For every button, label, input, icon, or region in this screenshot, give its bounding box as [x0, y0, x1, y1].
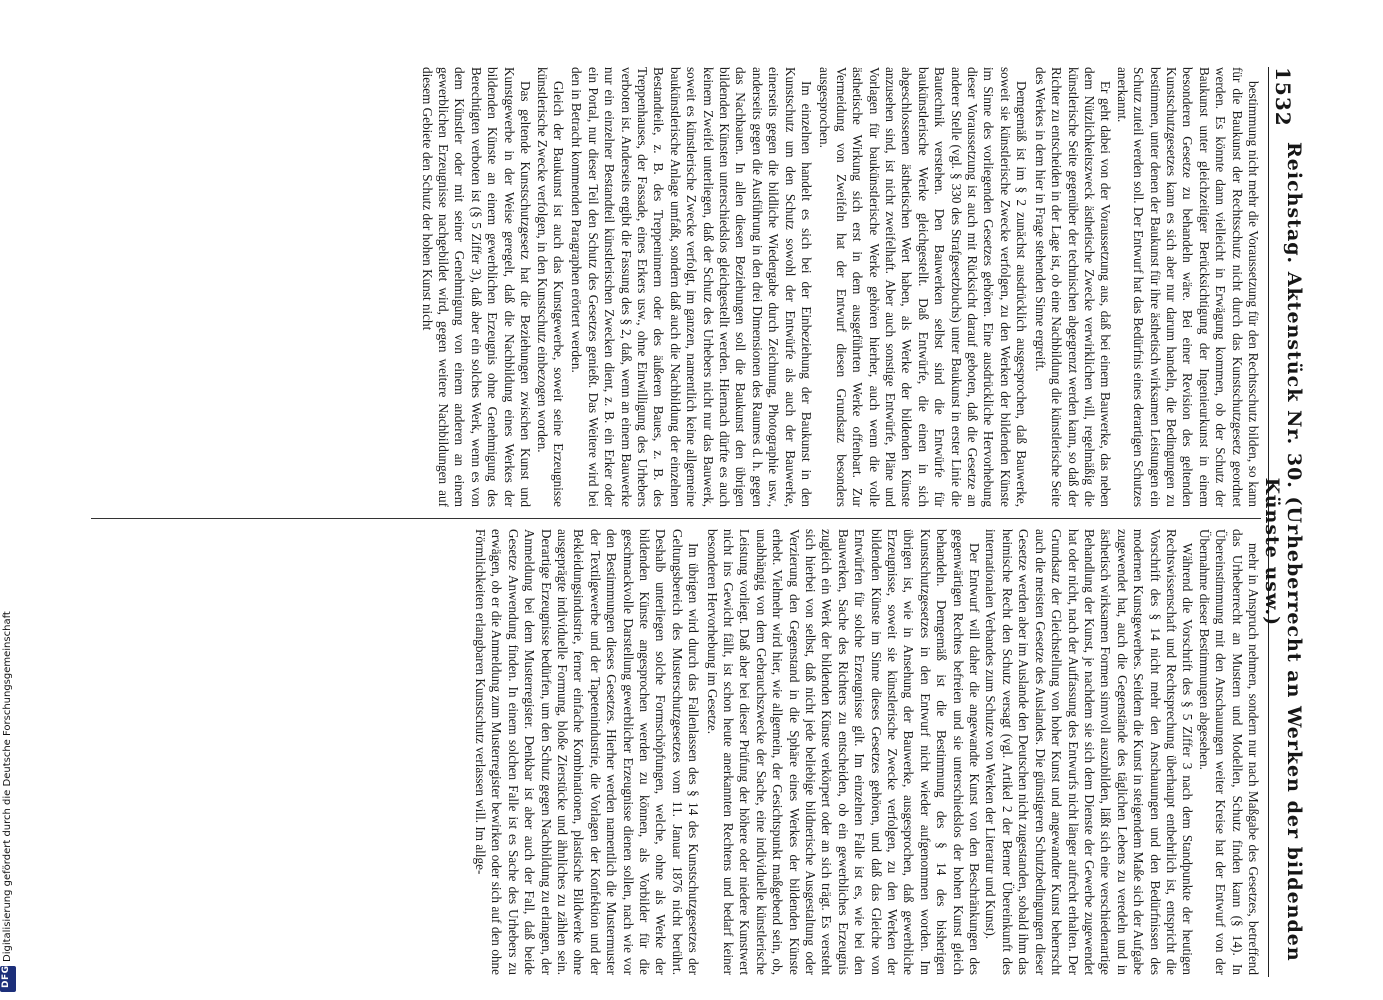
paragraph: Demgemäß ist im § 2 zunächst ausdrücklich ausgesprochen, daß Bauwerke, soweit sie künstlerische Zwecke verfolgen, zu den Werken der bildenden Künste im Sinne des vorliegenden Gesetzes gehören. Eine ausdrückliche Hervorhebung dieser Voraussetzung ist auch mit Rücksicht darauf geboten, daß die Gesetze an anderer Stelle (vgl. § 330 des Strafgesetzbuchs) unter Baukunst in erster Linie die Bautechnik verstehen. Den Bauwerken selbst sind die Entwürfe für baukünstlerische Werke gleichgestellt. Daß Entwürfe, die einen in sich abgeschlossenen ästhetischen Wert haben, als Werke der bildenden Künste anzusehen sind, ist nicht zweifelhaft. Aber auch sonstige Entwürfe, Pläne und Vorlagen für baukünstlerische Werke gehören hierher, auch wenn die volle ästhetische Wirkung sich erst in dem ausgeführten Werke offenbart. Zur Vermeidung von Zweifeln hat der Entwurf diesen Grundsatz besonders ausgesprochen.	[817, 67, 1030, 507]
page-title: Reichstag. Aktenstück Nr. 30. (Urheberrecht an Werken der bildenden Künste usw.)	[1261, 142, 1305, 962]
dfg-logo	[0, 966, 16, 992]
paragraph: Im übrigen wird durch das Fallenlassen des § 14 des Kunstschutzgesetzes der Geltungsbereich des Musterschutzgesetzes vom 11. Januar 1876 nicht berührt. Deshalb unterliegen solche Formschöpfungen, welche, ohne als Werke der bildenden Künste angesprochen werden zu können, als Vorbilder für die geschmackvolle Darstellung gewerblicher Erzeugnisse dienen sollen, nach wie vor den Bestimmungen dieses Gesetzes. Hierher werden namentlich die Mustermuster der Textilgewerbe und der Tapetenindustrie, die Vorlagen der Konfektion und der Bekleidungsindustrie, ferner einfache Kombinationen, plastische Bildwerke ohne ausgeprägte individuelle Formung, bloße Zierstücke und ähnliches zu zählen sein. Derartige Erzeugnisse bedürfen, um den Schutz gegen Nachbildung zu erlangen, der Anmeldung bei dem Musterregister. Denkbar ist aber auch der Fall, daß beide Gesetze Anwendung finden. In einem solchen Falle ist es Sache des Urhebers zu erwägen, ob er die Anmeldung zum Musterregister bewirken oder sich auf den ohne Förmlichkeiten erlangbaren Kunstschutz verlassen will. Im allge-	[472, 529, 702, 975]
dfg-logo-text: DFG	[1, 965, 11, 988]
page-content	[85, 57, 1305, 987]
paragraph: Während die Vorschrift des § 5 Ziffer 3 nach dem Standpunkte der heutigen Rechtswissenschaft und Rechtsprechung überhaupt entbehrlich ist, entspricht die Vorschrift des § 14 nicht mehr den Anschauungen und den Bedürfnissen des modernen Kunstgewerbes. Seitdem die Kunst in steigendem Maße sich der Aufgabe zugewendet hat, auch die Gegenstände des täglichen Lebens zu veredeln und in ästhetisch wirksamen Formen sinnvoll auszubilden, läßt sich eine verschiedenartige Behandlung der Kunst, je nachdem sie sich dem Dienste der Gewerbe zugewendet hat oder nicht, nach der Auffassung des Entwurfs nicht länger aufrecht erhalten. Der Grundsatz der Gleichstellung von hoher Kunst und angewandter Kunst beherrscht auch die meisten Gesetze des Auslandes. Die günstigeren Schutzbedingungen dieser Gesetze werden aber im Auslande den Deutschen nicht zugestanden, sobald ihm das heimische Recht den Schutz versagt (vgl. Artikel 2 der Berner Übereinkunft des internationalen Verbandes zum Schutze von Werken der Literatur und Kunst).	[983, 529, 1196, 975]
right-column	[91, 529, 1261, 975]
scanned-page	[85, 57, 1305, 987]
paragraph: Im einzelnen handelt es sich bei der Einbeziehung der Baukunst in den Kunstschutz um den Schutz sowohl der Entwürfe als auch der Bauwerke, einerseits gegen die bildliche Wiedergabe durch Zeichnung, Photographie usw., anderseits gegen die Ausführung in den drei Dimensionen des Raumes d. h. gegen das Nachbauen. In allen diesen Beziehungen soll die Baukunst den übrigen bildenden Künsten unterschiedslos gleichgestellt werden. Hiernach dürfte es auch keinem Zweifel unterliegen, daß der Schutz des Urhebers nicht nur das Bauwerk, soweit es künstlerische Zwecke verfolgt, im ganzen, namentlich keine allgemeine baukünstlerische Anlage umfaßt, sondern daß auch die Nachbildung der einzelnen Bestandteile, z. B. des Treppeninnern oder des äußeren Baues, z. B. des Treppenhauses, der Fassade, eines Erkers usw., ohne Einwilligung des Urhebers verboten ist. Anderseits ergibt die Fassung des § 2, daß, wenn an einem Bauwerke nur ein einzelner Bestandteil künstlerischen Zwecken dient, z. B. ein Erker oder ein Portal, nur dieser Teil den Schutz des Gesetzes genießt. Das Weitere wird bei den in Betracht kommenden Paragraphen erörtert werden.	[569, 67, 815, 507]
digitization-credit-text: Digitalisierung gefördert durch die Deutsche Forschungsgemeinschaft	[2, 611, 13, 962]
paragraph: Der Entwurf will daher die angewandte Kunst von den Beschränkungen des gegenwärtigen Rechtes befreien und sie unterschiedslos der hohen Kunst gleich behandeln. Demgemäß ist die Bestimmung des § 14 des bisherigen Kunstschutzgesetzes in den Entwurf nicht wieder aufgenommen worden. Im übrigen ist, wie in Ansehung der Bauwerke, ausgesprochen, daß gewerbliche Erzeugnisse, soweit sie künstlerische Zwecke verfolgen, zu den Werken der bildenden Künste im Sinne dieses Gesetzes gehören, und daß das Gleiche von Entwürfen für solche Erzeugnisse gilt. Im einzelnen Falle ist es, wie bei den Bauwerken, Sache des Richters zu entscheiden, ob ein gewerbliches Erzeugnis zugleich ein Werk der bildenden Künste verkörpert oder an sich trägt. Es versteht sich hierbei von selbst, daß nicht jede beliebige bildnerische Ausgestaltung oder Verzierung den Gegenstand in die Sphäre eines Werkes der bildenden Künste erhebt. Vielmehr wird hier, wie allgemein, der Gesichtspunkt maßgebend sein, ob, unabhängig von dem Gebrauchszwecke der Sache, eine individuelle künstlerische Leistung vorliegt. Daß aber bei dieser Prüfung der höhere oder niedere Kunstwert nicht ins Gewicht fällt, ist schon heute anerkannten Rechtens und bedarf keiner besonderen Hervorhebung im Gesetze.	[704, 529, 983, 975]
paragraph: mehr in Anspruch nehmen, sondern nur nach Maßgabe des Gesetzes, betreffend das Urheberrecht an Mustern und Modellen, Schutz finden kann (§ 14). In Übereinstimmung mit den Anschauungen weiter Kreise hat der Entwurf von der Übernahme dieser Bestimmungen abgesehen.	[1196, 529, 1261, 975]
paragraph: bestimmung nicht mehr die Voraussetzung für den Rechtsschutz bilden, so kann für die Baukunst der Rechtsschutz nicht durch das Kunstschutzgesetz geordnet werden. Es könnte dann vielleicht in Erwägung kommen, ob der Schutz der Baukunst unter gleichzeitiger Berücksichtigung der Ingenieurkunst in einem besonderen Gesetze zu behandeln wäre. Bei einer Revision des geltenden Kunstschutzgesetzes kann es sich aber nur darum handeln, die Bedingungen zu bestimmen, unter denen der Baukunst für ihre ästhetisch wirksamen Leistungen ein Schutz zuteil werden soll. Der Entwurf hat das Bedürfnis eines derartigen Schutzes anerkannt.	[1114, 67, 1261, 507]
digitization-credit	[0, 0, 20, 1000]
page-header	[1261, 67, 1305, 977]
paragraph: Er geht dabei von der Voraussetzung aus, daß bei einem Bauwerke, das neben dem Nützlichkeitszweck ästhetische Zwecke verwirklichen will, regelmäßig die künstlerische Seite gegenüber der technischen abgegrenzt werden kann, so daß der Richter zu entscheiden in der Lage ist, ob eine Nachbildung die künstlerische Seite des Werkes in dem hier in Frage stehenden Sinne ergreift.	[1032, 67, 1114, 507]
page-number: 1532	[1271, 67, 1295, 127]
paragraph: Gleich der Baukunst ist auch das Kunstgewerbe, soweit seine Erzeugnisse künstlerische Zwecke verfolgen, in den Kunstschutz einbezogen worden.	[534, 67, 566, 507]
left-column	[91, 67, 1261, 507]
paragraph: Das geltende Kunstschutzgesetz hat die Beziehungen zwischen Kunst und Kunstgewerbe in der Weise geregelt, daß die Nachbildung eines Werkes der bildenden Künste an einem gewerblichen Erzeugnis ohne Genehmigung des Berechtigten verboten ist (§ 5 Ziffer 3), daß aber ein solches Werk, wenn es von dem Künstler oder mit seiner Genehmigung von einem anderen an einem gewerblichen Erzeugnisse nachgebildet wird, gegen weitere Nachbildungen auf diesem Gebiete den Schutz der hohen Kunst nicht	[419, 67, 534, 507]
column-divider	[91, 518, 1261, 519]
